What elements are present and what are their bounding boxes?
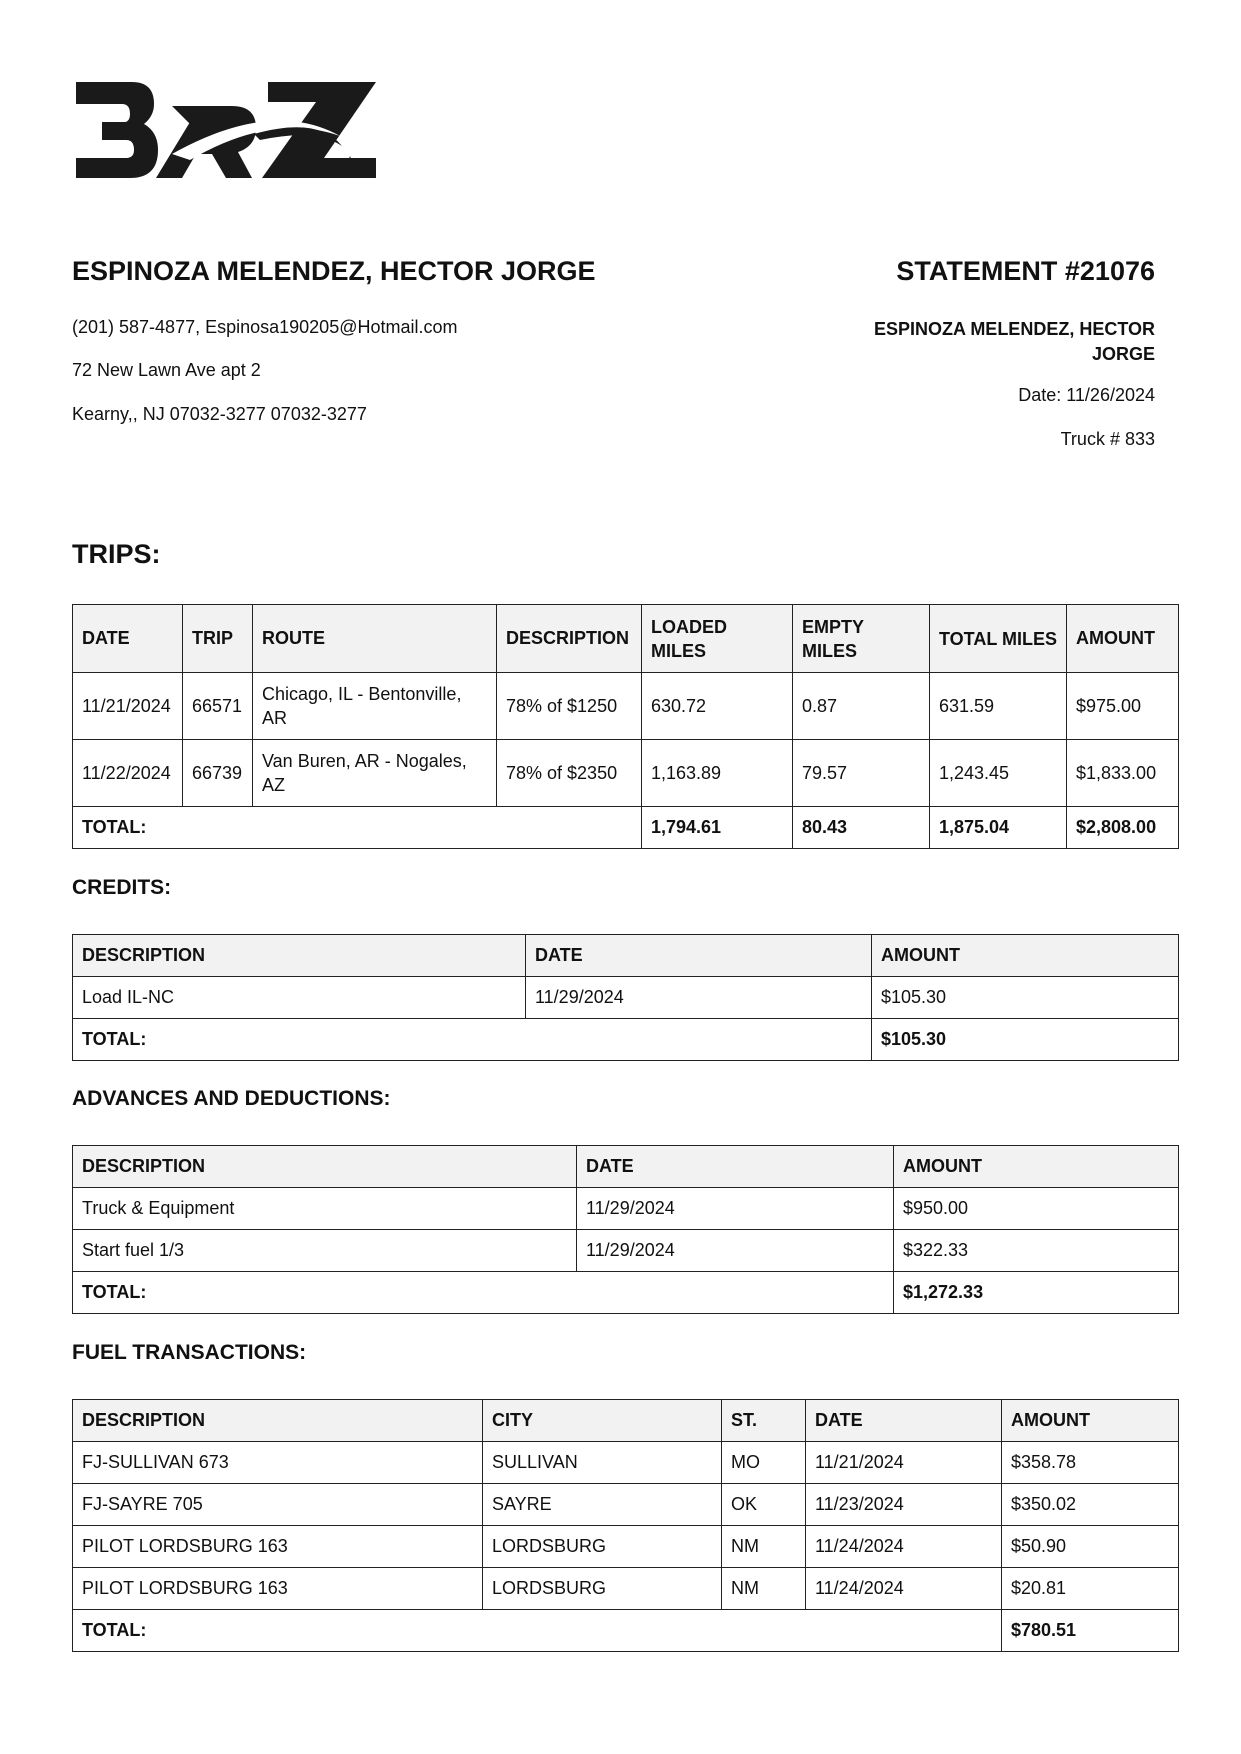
column-header: ST. (722, 1400, 806, 1442)
table-row (73, 977, 1179, 1019)
trips-table (72, 604, 1179, 849)
total-row (73, 1272, 1179, 1314)
table-cell: 78% of $1250 (497, 673, 642, 740)
table-cell: $358.78 (1002, 1442, 1179, 1484)
credits-section-title: CREDITS: (72, 876, 172, 899)
column-header: DATE (73, 605, 183, 673)
table-cell: 11/24/2024 (806, 1568, 1002, 1610)
truck-number: Truck # 833 (1060, 429, 1155, 449)
column-header: DESCRIPTION (497, 605, 642, 673)
column-header: ROUTE (253, 605, 497, 673)
table-cell: $1,833.00 (1067, 740, 1179, 807)
statement-driver-name: ESPINOZA MELENDEZ, HECTOR JORGE (873, 319, 1155, 364)
total-amount: $105.30 (872, 1019, 1179, 1061)
total-row (73, 1610, 1179, 1652)
table-row (73, 673, 1179, 740)
advances-section-title: ADVANCES AND DEDUCTIONS: (72, 1087, 391, 1110)
statement-number-heading: STATEMENT #21076 (896, 256, 1155, 286)
credits-table (72, 934, 1179, 1061)
column-header: EMPTY MILES (793, 605, 930, 673)
table-row (73, 1484, 1179, 1526)
table-cell: Chicago, IL - Bentonville, AR (253, 673, 497, 740)
table-cell: 78% of $2350 (497, 740, 642, 807)
total-loaded-miles: 1,794.61 (642, 807, 793, 849)
driver-address-line2: Kearny,, NJ 07032-3277 07032-3277 (72, 404, 367, 424)
driver-address-line1: 72 New Lawn Ave apt 2 (72, 360, 261, 380)
table-cell: 11/23/2024 (806, 1484, 1002, 1526)
table-cell: 11/21/2024 (806, 1442, 1002, 1484)
column-header: DATE (806, 1400, 1002, 1442)
table-cell: $975.00 (1067, 673, 1179, 740)
driver-contact: (201) 587-4877, Espinosa190205@Hotmail.com (72, 317, 458, 337)
table-cell: $105.30 (872, 977, 1179, 1019)
table-cell: Load IL-NC (73, 977, 526, 1019)
table-cell: 11/29/2024 (577, 1230, 894, 1272)
table-header-row (73, 1400, 1179, 1442)
table-cell: 11/21/2024 (73, 673, 183, 740)
column-header: AMOUNT (872, 935, 1179, 977)
table-cell: FJ-SULLIVAN 673 (73, 1442, 483, 1484)
table-cell: OK (722, 1484, 806, 1526)
table-cell: 66739 (183, 740, 253, 807)
column-header: DATE (526, 935, 872, 977)
table-header-row (73, 1146, 1179, 1188)
total-label: TOTAL: (73, 1610, 1002, 1652)
total-row (73, 807, 1179, 849)
column-header: DATE (577, 1146, 894, 1188)
table-cell: LORDSBURG (483, 1526, 722, 1568)
total-label: TOTAL: (73, 807, 642, 849)
table-cell: $322.33 (894, 1230, 1179, 1272)
table-cell: PILOT LORDSBURG 163 (73, 1568, 483, 1610)
total-label: TOTAL: (73, 1019, 872, 1061)
table-cell: NM (722, 1568, 806, 1610)
brz-logo (72, 78, 392, 198)
table-cell: 11/22/2024 (73, 740, 183, 807)
table-row (73, 1526, 1179, 1568)
table-cell: NM (722, 1526, 806, 1568)
table-cell: SULLIVAN (483, 1442, 722, 1484)
table-cell: 66571 (183, 673, 253, 740)
table-cell: MO (722, 1442, 806, 1484)
table-cell: 11/29/2024 (526, 977, 872, 1019)
total-amount: $2,808.00 (1067, 807, 1179, 849)
table-cell: 630.72 (642, 673, 793, 740)
table-cell: 11/29/2024 (577, 1188, 894, 1230)
fuel-section-title: FUEL TRANSACTIONS: (72, 1341, 307, 1364)
table-header-row (73, 935, 1179, 977)
total-label: TOTAL: (73, 1272, 894, 1314)
table-cell: $350.02 (1002, 1484, 1179, 1526)
total-row (73, 1019, 1179, 1061)
total-amount: $1,272.33 (894, 1272, 1179, 1314)
advances-table (72, 1145, 1179, 1314)
table-cell: 1,163.89 (642, 740, 793, 807)
table-cell: $50.90 (1002, 1526, 1179, 1568)
table-cell: PILOT LORDSBURG 163 (73, 1526, 483, 1568)
table-cell: 11/24/2024 (806, 1526, 1002, 1568)
statement-date: Date: 11/26/2024 (1018, 385, 1155, 405)
column-header: TRIP (183, 605, 253, 673)
total-miles: 1,875.04 (930, 807, 1067, 849)
table-cell: 79.57 (793, 740, 930, 807)
column-header: AMOUNT (894, 1146, 1179, 1188)
table-cell: Truck & Equipment (73, 1188, 577, 1230)
table-cell: 0.87 (793, 673, 930, 740)
column-header: AMOUNT (1002, 1400, 1179, 1442)
table-cell: 1,243.45 (930, 740, 1067, 807)
table-row (73, 1442, 1179, 1484)
column-header: DESCRIPTION (73, 1146, 577, 1188)
table-row (73, 740, 1179, 807)
table-row (73, 1188, 1179, 1230)
fuel-transactions-table (72, 1399, 1179, 1652)
total-amount: $780.51 (1002, 1610, 1179, 1652)
driver-name-heading: ESPINOZA MELENDEZ, HECTOR JORGE (72, 256, 596, 286)
table-cell: Van Buren, AR - Nogales, AZ (253, 740, 497, 807)
table-cell: LORDSBURG (483, 1568, 722, 1610)
table-cell: $950.00 (894, 1188, 1179, 1230)
table-header-row (73, 605, 1179, 673)
column-header: DESCRIPTION (73, 935, 526, 977)
column-header: DESCRIPTION (73, 1400, 483, 1442)
table-cell: FJ-SAYRE 705 (73, 1484, 483, 1526)
table-row (73, 1230, 1179, 1272)
column-header: TOTAL MILES (930, 605, 1067, 673)
table-row (73, 1568, 1179, 1610)
column-header: LOADED MILES (642, 605, 793, 673)
trips-section-title: TRIPS: (72, 539, 161, 569)
column-header: AMOUNT (1067, 605, 1179, 673)
table-cell: Start fuel 1/3 (73, 1230, 577, 1272)
column-header: CITY (483, 1400, 722, 1442)
table-cell: $20.81 (1002, 1568, 1179, 1610)
table-cell: SAYRE (483, 1484, 722, 1526)
total-empty-miles: 80.43 (793, 807, 930, 849)
table-cell: 631.59 (930, 673, 1067, 740)
